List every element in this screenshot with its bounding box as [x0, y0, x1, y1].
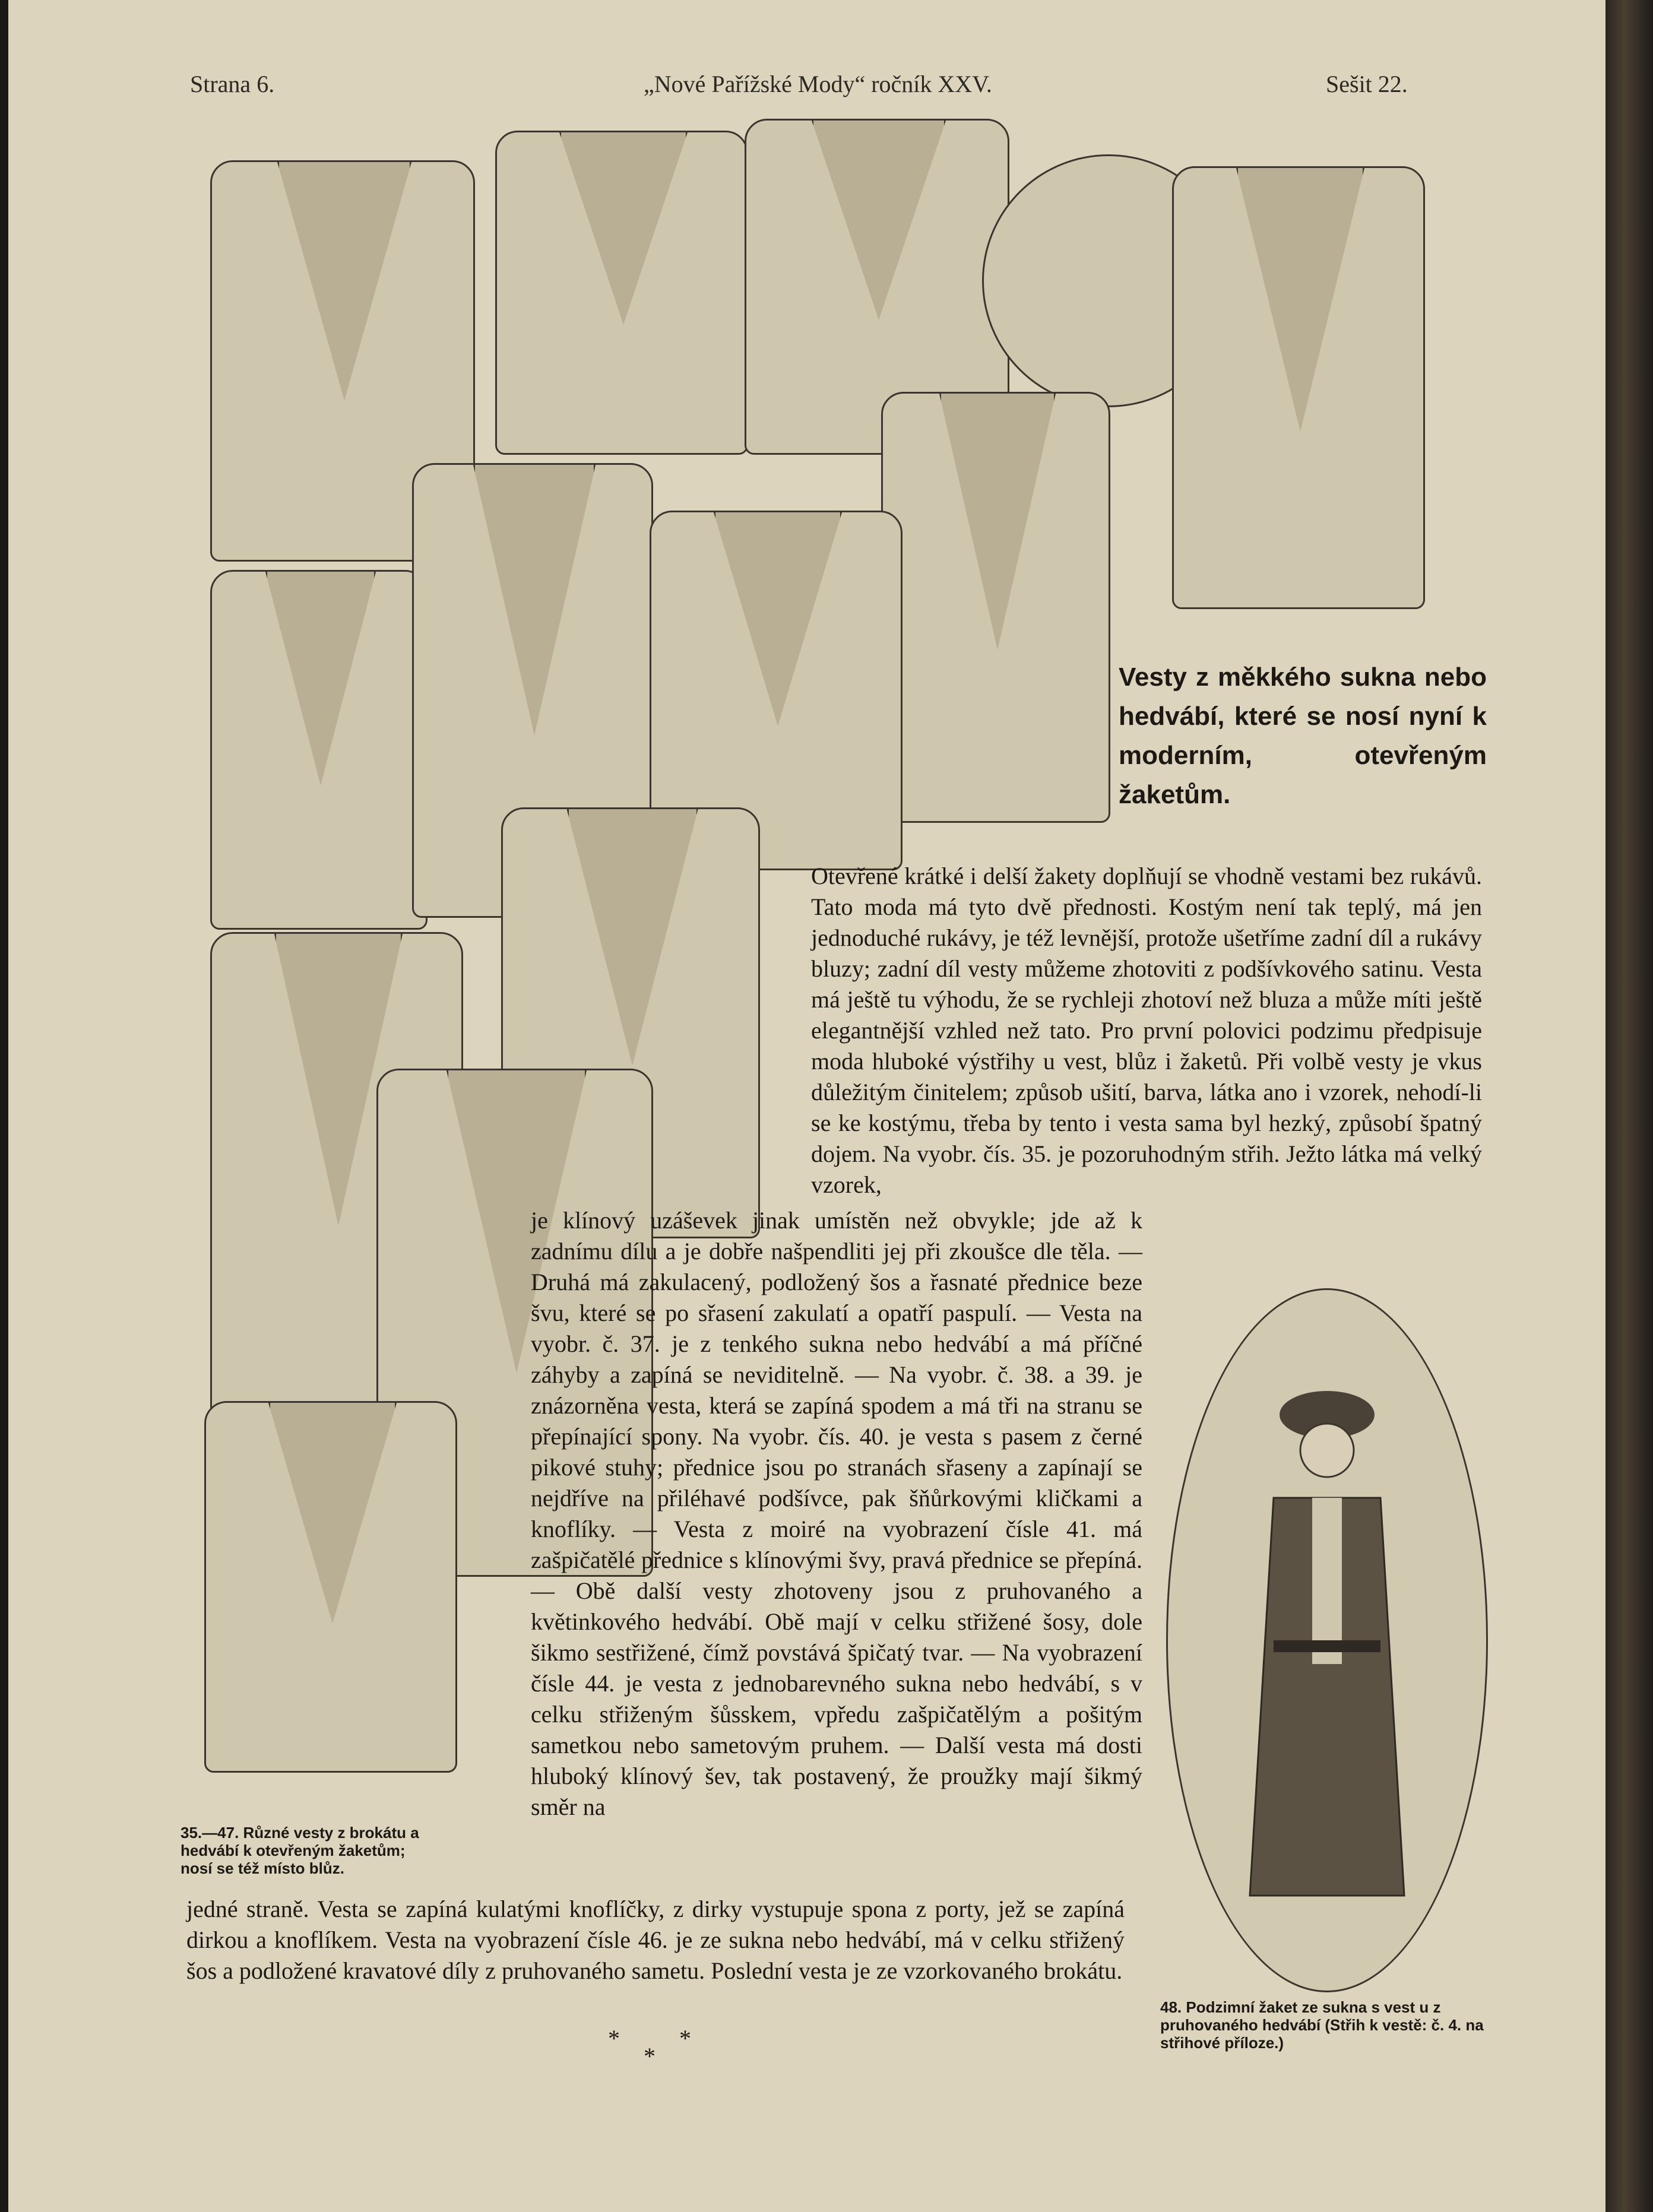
article-text-middle: je klínový uzáševek jinak umístěn než obvykle; jde až k zadnímu dílu a je dobře našpendliti jej při zkoušce dle těla. — Druhá má zakulacený, podložený šos a řasnaté přednice beze švu, které se po sřasení zakulatí a opatří paspulí. — Vesta na vyobr. č. 37. je z tenkého sukna nebo hedvábí a má příčné záhyby a zapíná se neviditelně. — Na vyobr. č. 38. a 39. je znázorněna vesta, která se zapíná spodem a má tři na stranu se přepínající spony. Na vyobr. čís. 40. je vesta s pasem z černé pikové stuhy; přednice jsou po stranách sřaseny a zapínají se nejdříve na přiléhavé podšívce, pak šňůrkovými kličkami a knoflíky. — Vesta z moiré na vyobrazení čísle 41. má zašpičatělé přednice s klínovými švy, pravá přednice se přepíná. — Obě další vesty zhotoveny jsou z pruhovaného a květinkového hedvábí. Obě mají v celku střižené šosy, dole šikmo sestřižené, čímž povstává špičatý tvar. — Na vyobrazení čísle 44. je vesta z jednobarevného sukna nebo hedvábí, s v celku střiženým šůsskem, vpředu zašpičatělým a pošitým sametkou nebo sametovým pruhem. — Další vesta má dosti hluboký klínový šev, tak postavený, že proužky mají šikmý směr na: [531, 1207, 1142, 1820]
ornament-star: *: [644, 2043, 656, 2070]
jacket-caption: 48. Podzimní žaket ze sukna s vest u z pruhovaného hedvábí (Střih k vestě: č. 4. na střihové příloze.): [1160, 1998, 1484, 2052]
closing-ornament: [608, 2024, 703, 2072]
magazine-page: [8, 0, 1606, 2212]
vest-illustration-plain: [495, 131, 748, 455]
vest-illustration-patterned: [204, 1401, 457, 1773]
page-number: Strana 6.: [190, 71, 275, 97]
woman-figure-icon: [1238, 1373, 1416, 1907]
ornament-star: *: [679, 2025, 691, 2052]
article-text-right: Otevřené krátké i delší žakety doplňují se vhodně vestami bez rukávů. Tato moda má tyto dvě přednosti. Kostým není tak teplý, má jen jednoduché rukávy, je též levnější, protože ušetříme zadní díl a rukávy bluzy; zadní díl vesty můžeme zhotoviti z podšívkového satinu. Vesta má ještě tu výhodu, že se rychleji zhotoví než bluza a může míti ještě elegantnější vzhled než tato. Pro první polovici podzimu předpisuje moda hluboké výstřihy u vest, blůz i žaketů. Při volbě vesty je vkus důležitým činitelem; způsob ušití, barva, látka ano i vzorek, nehodí-li se ke kostýmu, třeba by tento i vesta sama byl hezký, způsobí špatný dojem. Na vyobr. čís. 35. je pozoruhodným střih. Ježto látka má velký vzorek,: [811, 863, 1482, 1198]
vest-illustration-corded: [210, 570, 428, 930]
autumn-jacket-illustration: [1166, 1288, 1488, 1992]
ornament-star: *: [608, 2025, 620, 2052]
vests-caption: 35.—47. Různé vesty z brokátu a hedvábí k otevřeným žaketům; nosí se též místo blůz.: [180, 1824, 419, 1877]
vest-illustration-striped-lace: [1172, 166, 1425, 609]
running-title: „Nové Pařížské Mody“ ročník XXV.: [644, 71, 992, 97]
issue-number: Sešit 22.: [1326, 71, 1408, 97]
article-text-bottom: jedné straně. Vesta se zapíná kulatými knoflíčky, z dirky vystupuje spona z porty, jež se zapíná dirkou a knoflíkem. Vesta na vyobrazení čísle 46. je ze sukna nebo hedvábí, má v celku střižený šos a podložené kravatové díly z pruhovaného sametu. Poslední vesta je ze vzorkovaného brokátu.: [186, 1896, 1125, 1984]
vest-illustration-dotted: [881, 392, 1110, 823]
book-binding-edge: [1606, 0, 1653, 2212]
article-heading: Vesty z měkkého sukna nebo hedvábí, které se nosí nyní k moderním, otevřeným žaketům.: [1119, 663, 1487, 809]
